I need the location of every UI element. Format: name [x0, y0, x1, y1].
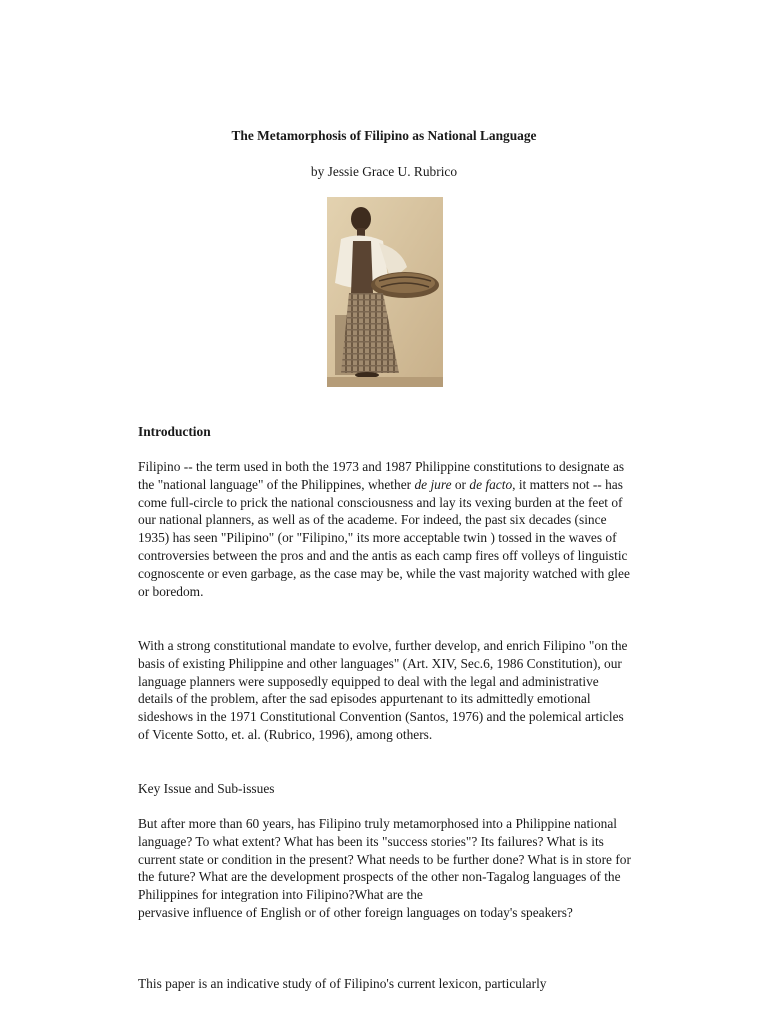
section-heading-introduction: Introduction: [138, 424, 211, 439]
paragraph-5: This paper is an indicative study of of Filipino's current lexicon, particularly: [138, 976, 547, 991]
italic-de-jure: de jure: [414, 476, 452, 492]
author-byline: by Jessie Grace U. Rubrico: [310, 164, 458, 179]
document-title: The Metamorphosis of Filipino as National Language: [231, 128, 537, 143]
paragraph-4: But after more than 60 years, has Filipino truly metamorphosed into a Philippine national language? To what extent? What has been its "success stories"? Its failures? What is its current state or condition in the present? What needs to be further done? What is in store for the future? What are the development prospects of the other non-Tagalog languages of the Philippines for integration into Filipino?What are the pervasive influence of English or of other foreign languages on today's speakers?: [138, 816, 631, 920]
paragraph-2: With a strong constitutional mandate to evolve, further develop, and enrich Filipino "on the basis of existing Philippine and other languages" (Art. XIV, Sec.6, 1986 Constitution), our language planners were supposedly equipped to deal with the legal and administrative details of the problem, after the sad episodes appurtenant to its admittedly emotional sideshows in the 1971 Constitutional Convention (Santos, 1976) and the polemical articles of Vicente Sotto, et. al. (Rubrico, 1996), among others.: [138, 638, 628, 742]
paragraph-1: Filipino -- the term used in both the 1973 and 1987 Philippine constitutions to designate as the "national language" of the Philippines, whether de jure or de facto, it matters not -- has come full-circle to prick the national consciousness and lay its vexing burden at the feet of our national planners, as well as of the academe. For indeed, the past six decades (since 1935) has seen "Pilipino" (or "Filipino," its more acceptable twin ) tossed in the waves of controversies between the pros and and the antis as each camp fires off volleys of linguistic cognoscente or even garbage, as the case may be, while the vast majority watched with glee or boredom.: [138, 459, 630, 599]
italic-de-facto: de facto: [469, 476, 513, 492]
subheading-key-issue: Key Issue and Sub-issues: [138, 781, 275, 796]
vintage-portrait-photo: [327, 197, 443, 387]
